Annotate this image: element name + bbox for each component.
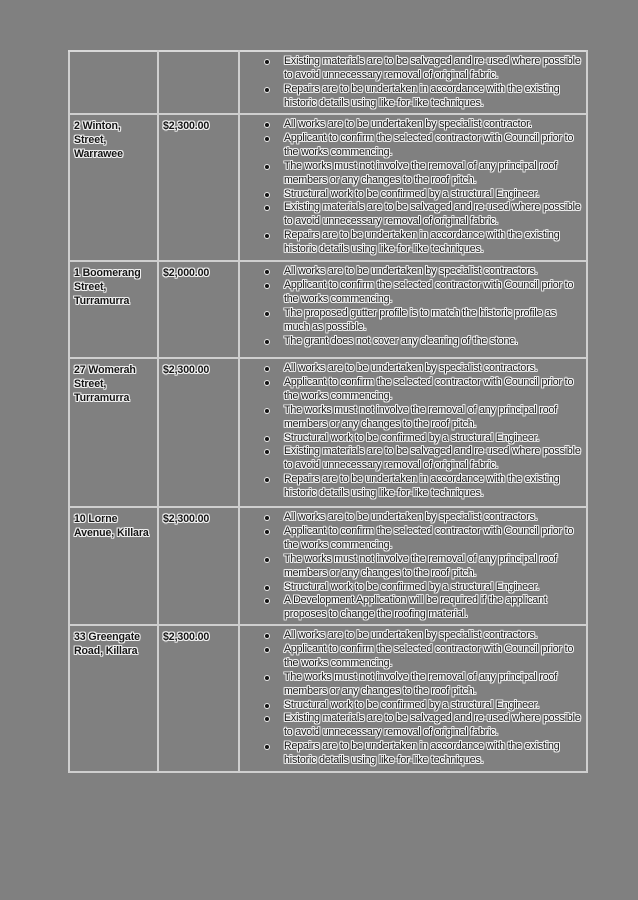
list-item: The proposed gutter profile is to match the historic profile as much as possible.: [240, 307, 582, 335]
bullet-icon: [265, 437, 269, 441]
address-cell: 33 Greengate Road, Killara: [69, 625, 158, 772]
amount-cell: $2,300.00: [158, 625, 239, 772]
list-item: Structural work to be confirmed by a structural Engineer.: [240, 432, 582, 446]
bullet-icon: [265, 367, 269, 371]
bullet-icon: [265, 165, 269, 169]
conditions-cell: [239, 507, 587, 625]
conditions-list: [240, 262, 586, 349]
list-item: Existing materials are to be salvaged and re-used where possible to avoid unnecessary removal of original fabric.: [240, 445, 582, 473]
table-row: [69, 261, 587, 358]
bullet-icon: [265, 586, 269, 590]
list-item: All works are to be undertaken by specialist contractors.: [240, 629, 582, 643]
bullet-icon: [265, 717, 269, 721]
list-item: Repairs are to be undertaken in accordance with the existing historic details using like-for-like techniques.: [240, 229, 582, 257]
table-row: [69, 625, 587, 772]
bullet-icon: [265, 704, 269, 708]
bullet-icon: [265, 409, 269, 413]
address-cell: 10 Lorne Avenue, Killara: [69, 507, 158, 625]
list-item: Existing materials are to be salvaged and re-used where possible to avoid unnecessary removal of original fabric.: [240, 201, 582, 229]
conditions-list: [240, 508, 586, 623]
table-row: [69, 507, 587, 625]
list-item: Applicant to confirm the selected contractor with Council prior to the works commencing.: [240, 279, 582, 307]
amount-cell: $2,300.00: [158, 358, 239, 507]
amount-cell: [158, 51, 239, 114]
list-item: The works must not involve the removal of any principal roof members or any changes to the roof pitch.: [240, 671, 582, 699]
list-item: Structural work to be confirmed by a structural Engineer.: [240, 699, 582, 713]
bullet-icon: [265, 60, 269, 64]
conditions-list: [240, 52, 586, 112]
amount-cell: $2,000.00: [158, 261, 239, 358]
bullet-icon: [265, 284, 269, 288]
bullet-icon: [265, 270, 269, 274]
list-item: Existing materials are to be salvaged and re-used where possible to avoid unnecessary removal of original fabric.: [240, 712, 582, 740]
table-row: [69, 51, 587, 114]
list-item: All works are to be undertaken by specialist contractors.: [240, 265, 582, 279]
address-cell: [69, 51, 158, 114]
list-item: The works must not involve the removal of any principal roof members or any changes to the roof pitch.: [240, 160, 582, 188]
bullet-icon: [265, 312, 269, 316]
list-item: All works are to be undertaken by specialist contractor.: [240, 118, 582, 132]
list-item: Applicant to confirm the selected contractor with Council prior to the works commencing.: [240, 643, 582, 671]
bullet-icon: [265, 648, 269, 652]
list-item: Structural work to be confirmed by a structural Engineer.: [240, 581, 582, 595]
conditions-cell: [239, 625, 587, 772]
table-row: [69, 114, 587, 261]
amount-cell: $2,300.00: [158, 114, 239, 261]
list-item: A Development Application will be required if the applicant proposes to change the roofing material.: [240, 594, 582, 622]
bullet-icon: [265, 137, 269, 141]
list-item: The works must not involve the removal of any principal roof members or any changes to the roof pitch.: [240, 404, 582, 432]
bullet-icon: [265, 745, 269, 749]
conditions-cell: [239, 114, 587, 261]
conditions-cell: [239, 51, 587, 114]
bullet-icon: [265, 516, 269, 520]
list-item: The works must not involve the removal of any principal roof members or any changes to the roof pitch.: [240, 553, 582, 581]
conditions-list: [240, 115, 586, 258]
list-item: Applicant to confirm the selected contractor with Council prior to the works commencing.: [240, 132, 582, 160]
bullet-icon: [265, 234, 269, 238]
list-item: Repairs are to be undertaken in accordance with the existing historic details using like-for-like techniques.: [240, 740, 582, 768]
list-item: The grant does not cover any cleaning of the stone.: [240, 335, 582, 349]
address-cell: 27 Womerah Street, Turramurra: [69, 358, 158, 507]
bullet-icon: [265, 381, 269, 385]
conditions-list: [240, 359, 586, 502]
address-cell: 2 Winton, Street, Warrawee: [69, 114, 158, 261]
bullet-icon: [265, 676, 269, 680]
list-item: Applicant to confirm the selected contractor with Council prior to the works commencing.: [240, 376, 582, 404]
list-item: Applicant to confirm the selected contractor with Council prior to the works commencing.: [240, 525, 582, 553]
list-item: All works are to be undertaken by specialist contractors.: [240, 362, 582, 376]
table-row: [69, 358, 587, 507]
list-item: Structural work to be confirmed by a structural Engineer.: [240, 188, 582, 202]
list-item: Repairs are to be undertaken in accordance with the existing historic details using like-for-like techniques.: [240, 83, 582, 111]
bullet-icon: [265, 450, 269, 454]
conditions-cell: [239, 358, 587, 507]
conditions-cell: [239, 261, 587, 358]
bullet-icon: [265, 599, 269, 603]
amount-cell: $2,300.00: [158, 507, 239, 625]
bullet-icon: [265, 530, 269, 534]
bullet-icon: [265, 558, 269, 562]
address-cell: 1 Boomerang Street, Turramurra: [69, 261, 158, 358]
bullet-icon: [265, 478, 269, 482]
list-item: All works are to be undertaken by specialist contractors.: [240, 511, 582, 525]
bullet-icon: [265, 88, 269, 92]
bullet-icon: [265, 193, 269, 197]
bullet-icon: [265, 123, 269, 127]
grants-table: [68, 50, 588, 773]
list-item: Repairs are to be undertaken in accordance with the existing historic details using like-for-like techniques.: [240, 473, 582, 501]
bullet-icon: [265, 634, 269, 638]
bullet-icon: [265, 340, 269, 344]
bullet-icon: [265, 206, 269, 210]
conditions-list: [240, 626, 586, 769]
list-item: Existing materials are to be salvaged and re-used where possible to avoid unnecessary removal of original fabric.: [240, 55, 582, 83]
